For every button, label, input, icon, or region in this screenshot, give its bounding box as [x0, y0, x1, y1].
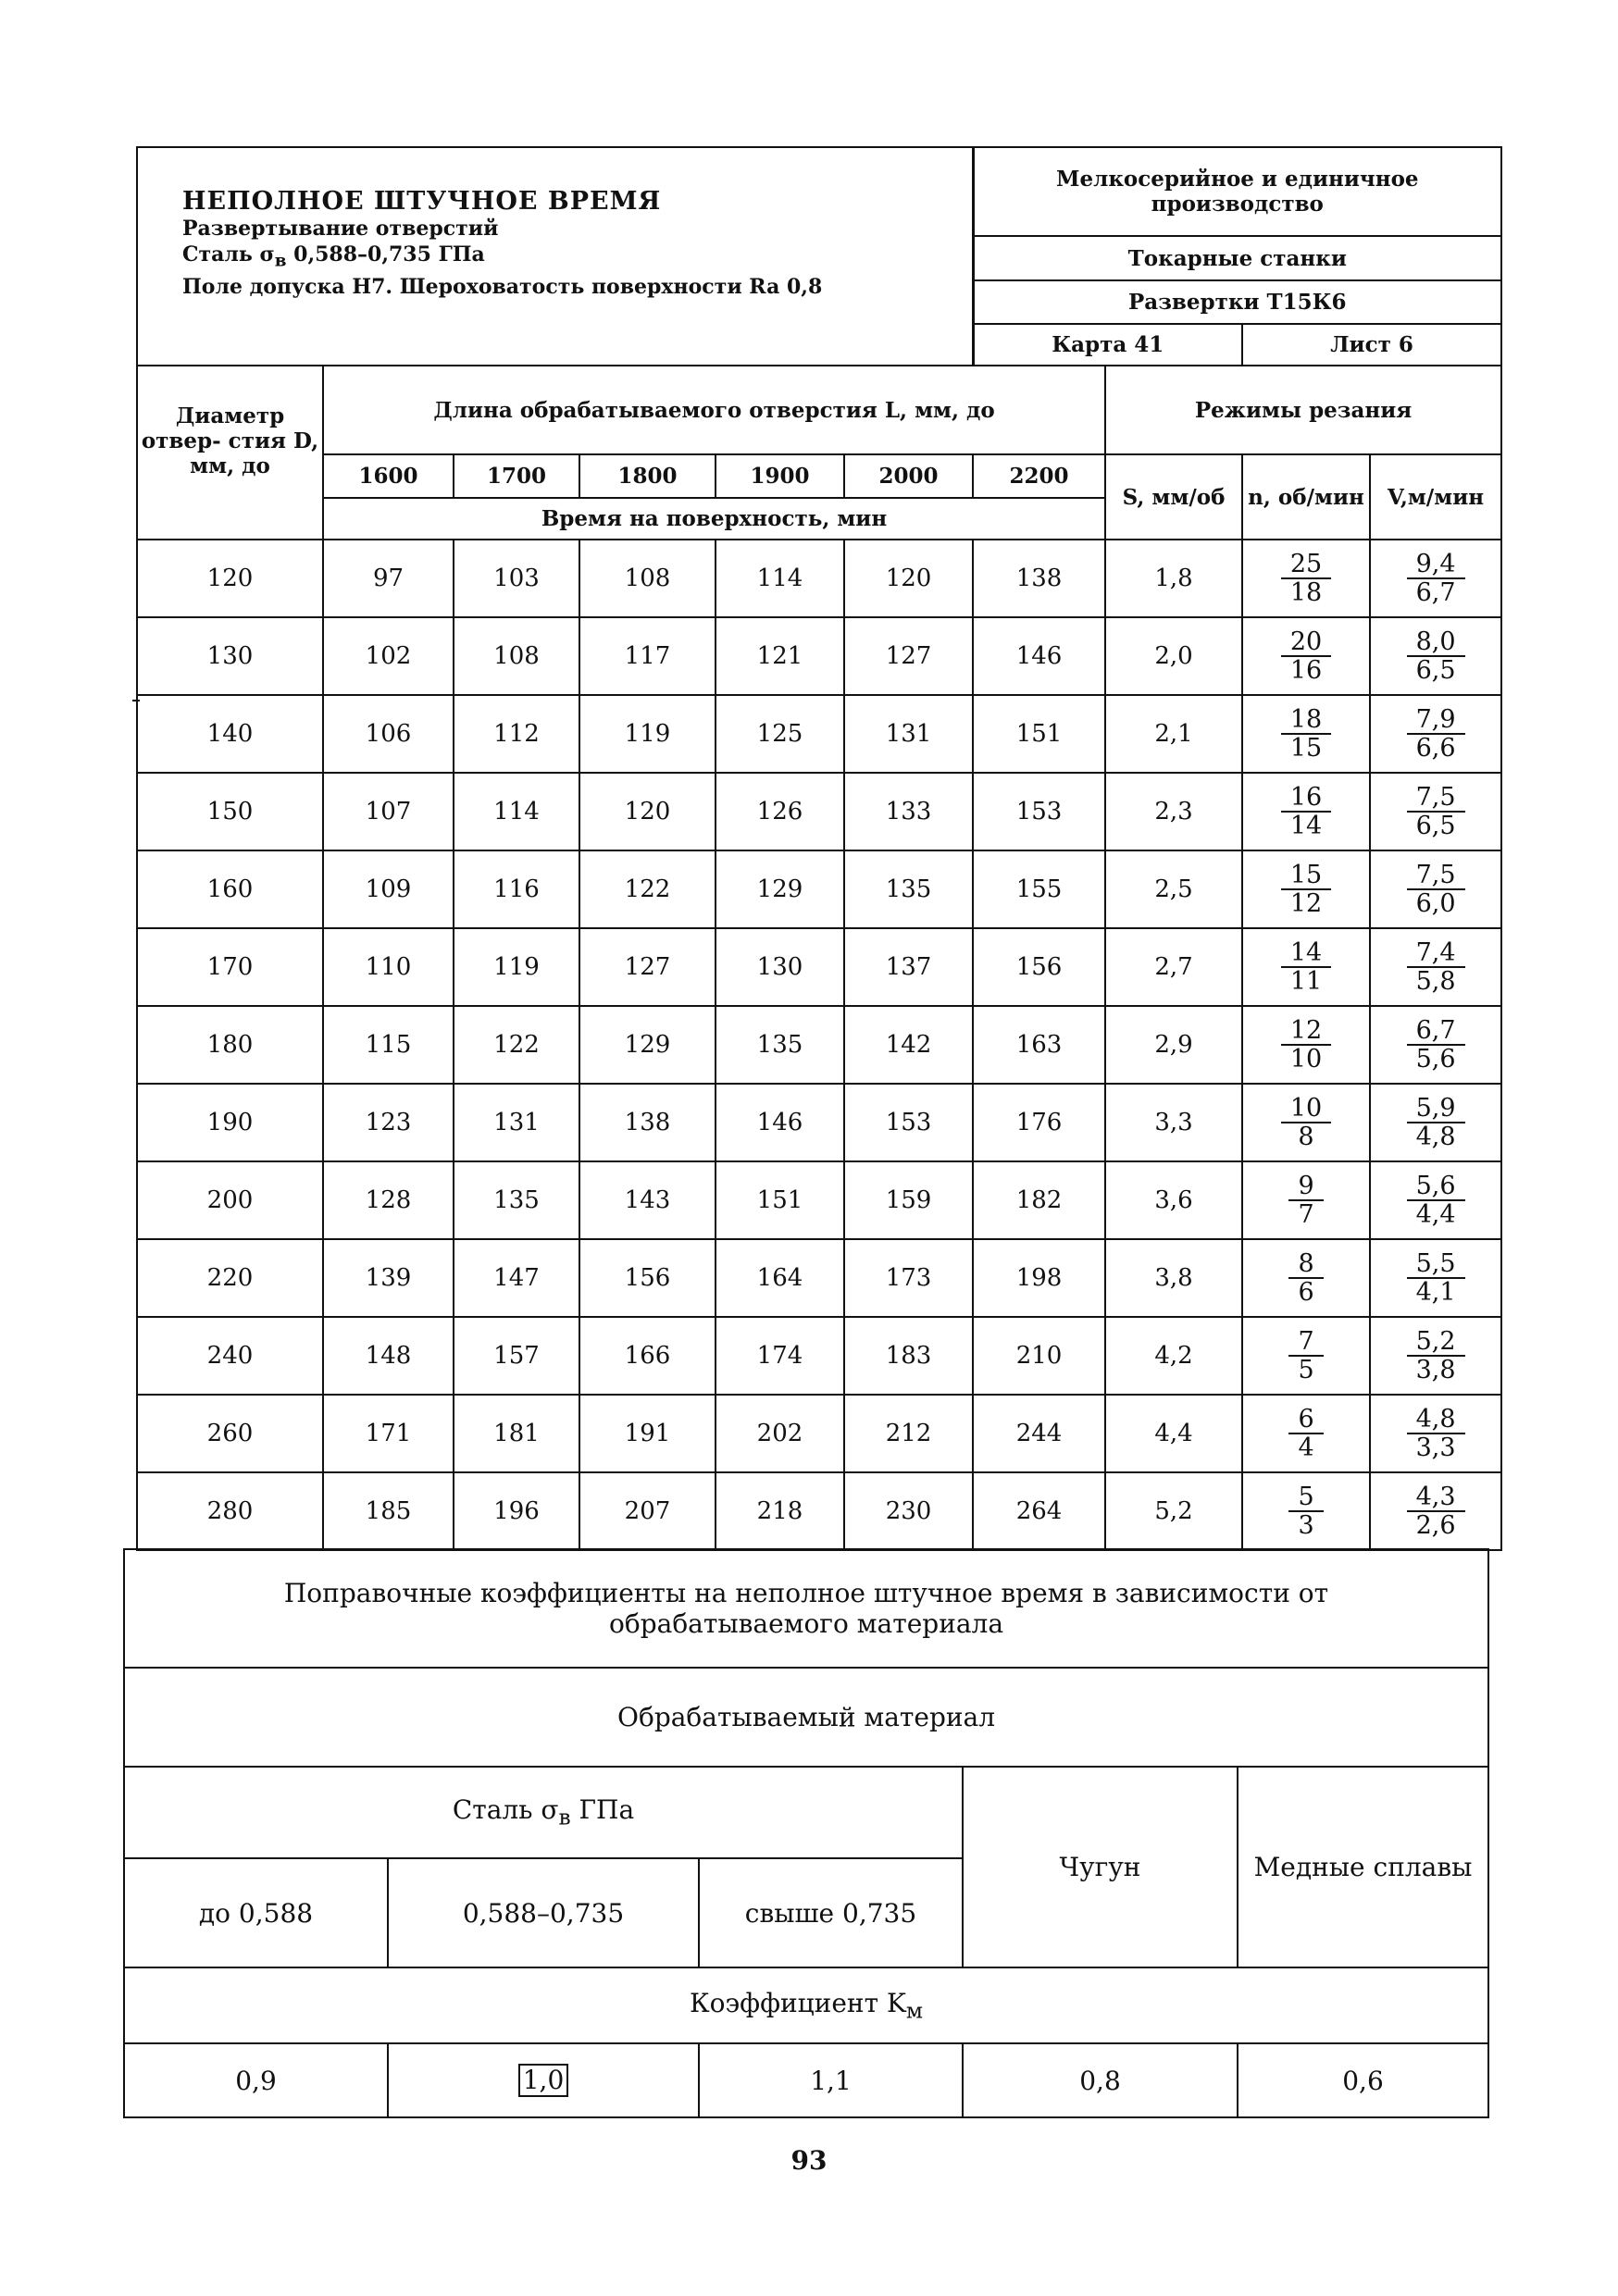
time-cell: 143 [579, 1161, 716, 1239]
rpm-denominator: 7 [1298, 1200, 1314, 1229]
time-cell: 147 [454, 1239, 579, 1317]
speed-denominator: 6,5 [1415, 812, 1456, 840]
speed-denominator: 4,1 [1415, 1278, 1456, 1307]
time-cell: 182 [973, 1161, 1105, 1239]
time-cell: 125 [716, 695, 844, 773]
document-title: НЕПОЛНОЕ ШТУЧНОЕ ВРЕМЯ [182, 187, 662, 216]
time-cell: 128 [323, 1161, 454, 1239]
time-cell: 173 [844, 1239, 973, 1317]
time-cell: 155 [973, 850, 1105, 928]
speed-fraction [1407, 1095, 1465, 1150]
time-cell: 156 [973, 928, 1105, 1006]
time-cell: 120 [579, 773, 716, 850]
length-2000: 2000 [844, 454, 973, 498]
speed-fraction [1407, 1017, 1465, 1073]
time-cell: 191 [579, 1395, 716, 1472]
time-cell: 159 [844, 1161, 973, 1239]
speed-fraction [1407, 551, 1465, 606]
rpm-denominator: 10 [1289, 1045, 1323, 1074]
time-cell: 171 [323, 1395, 454, 1472]
rpm-numerator: 12 [1281, 1017, 1331, 1046]
cast-iron-header: Чугун [963, 1767, 1238, 1967]
feed-cell: 5,2 [1105, 1472, 1242, 1550]
rpm-cell [1242, 1395, 1370, 1472]
table-row [137, 617, 1501, 695]
table-row [137, 1395, 1501, 1472]
speed-cell [1370, 1161, 1501, 1239]
speed-numerator: 5,5 [1407, 1250, 1465, 1279]
time-cell: 119 [579, 695, 716, 773]
time-cell: 138 [973, 540, 1105, 617]
rpm-denominator: 15 [1289, 734, 1323, 763]
rpm-denominator: 18 [1289, 578, 1323, 607]
time-cell: 135 [454, 1161, 579, 1239]
material-line [182, 242, 972, 274]
coef-steel-low: 0,9 [124, 2043, 388, 2117]
sheet-number: Лист 6 [1242, 324, 1501, 366]
coef-copper: 0,6 [1238, 2043, 1488, 2117]
time-cell: 131 [454, 1084, 579, 1161]
feed-cell: 3,6 [1105, 1161, 1242, 1239]
time-cell: 135 [844, 850, 973, 928]
time-cell: 112 [454, 695, 579, 773]
rpm-numerator: 14 [1281, 939, 1331, 968]
speed-denominator: 4,4 [1415, 1200, 1456, 1229]
speed-fraction [1407, 939, 1465, 995]
rpm-numerator: 15 [1281, 862, 1331, 890]
material-value: 0,588–0,735 ГПа [286, 242, 485, 267]
time-cell: 97 [323, 540, 454, 617]
feed-cell: 2,9 [1105, 1006, 1242, 1084]
time-cell: 185 [323, 1472, 454, 1550]
speed-numerator: 7,9 [1407, 706, 1465, 735]
rpm-denominator: 4 [1298, 1433, 1314, 1462]
diameter-header: Диаметр отвер- стия D, мм, до [137, 366, 323, 540]
steel-range-mid: 0,588–0,735 [388, 1858, 699, 1967]
time-cell: 210 [973, 1317, 1105, 1395]
time-cell: 117 [579, 617, 716, 695]
time-cell: 130 [716, 928, 844, 1006]
rpm-fraction [1281, 1017, 1331, 1073]
speed-numerator: 8,0 [1407, 628, 1465, 657]
time-header: Время на поверхность, мин [323, 498, 1105, 540]
time-cell: 108 [454, 617, 579, 695]
rpm-denominator: 3 [1298, 1511, 1314, 1540]
rpm-fraction [1288, 1406, 1323, 1461]
time-cell: 142 [844, 1006, 973, 1084]
time-cell: 212 [844, 1395, 973, 1472]
coef-steel-mid-value: 1,0 [518, 2064, 569, 2097]
correction-table [123, 1548, 1489, 2118]
time-cell: 176 [973, 1084, 1105, 1161]
time-cell: 122 [579, 850, 716, 928]
feed-cell: 4,4 [1105, 1395, 1242, 1472]
diameter-cell: 260 [137, 1395, 323, 1472]
speed-numerator: 9,4 [1407, 551, 1465, 579]
time-cell: 156 [579, 1239, 716, 1317]
time-cell: 196 [454, 1472, 579, 1550]
time-cell: 107 [323, 773, 454, 850]
speed-cell [1370, 928, 1501, 1006]
diameter-cell: 120 [137, 540, 323, 617]
speed-fraction [1407, 1483, 1465, 1539]
speed-cell [1370, 1395, 1501, 1472]
rpm-denominator: 5 [1298, 1356, 1314, 1384]
operation-subtitle: Развертывание отверстий [182, 217, 499, 241]
rpm-cell [1242, 850, 1370, 928]
rpm-numerator: 5 [1288, 1483, 1323, 1512]
time-cell: 163 [973, 1006, 1105, 1084]
rpm-numerator: 7 [1288, 1328, 1323, 1357]
speed-numerator: 7,5 [1407, 784, 1465, 813]
length-1800: 1800 [579, 454, 716, 498]
speed-cell [1370, 773, 1501, 850]
table-row [137, 1161, 1501, 1239]
rpm-numerator: 10 [1281, 1095, 1331, 1123]
time-cell: 120 [844, 540, 973, 617]
material-prefix: Сталь σ [182, 242, 275, 267]
speed-fraction [1407, 1173, 1465, 1228]
time-cell: 129 [716, 850, 844, 928]
copper-alloys-header: Медные сплавы [1238, 1767, 1488, 1967]
table-row [137, 1239, 1501, 1317]
speed-denominator: 6,6 [1415, 734, 1456, 763]
length-1600: 1600 [323, 454, 454, 498]
material-header: Обрабатываемый материал [124, 1668, 1488, 1767]
tool-type: Развертки Т15К6 [973, 280, 1501, 324]
speed-numerator: 5,2 [1407, 1328, 1465, 1357]
speed-numerator: 5,9 [1407, 1095, 1465, 1123]
diameter-cell: 200 [137, 1161, 323, 1239]
time-cell: 122 [454, 1006, 579, 1084]
time-cell: 157 [454, 1317, 579, 1395]
speed-fraction [1407, 862, 1465, 917]
speed-cell [1370, 695, 1501, 773]
rpm-numerator: 8 [1288, 1250, 1323, 1279]
time-cell: 114 [454, 773, 579, 850]
time-cell: 202 [716, 1395, 844, 1472]
time-cell: 123 [323, 1084, 454, 1161]
time-cell: 103 [454, 540, 579, 617]
steel-suffix: ГПа [570, 1794, 635, 1826]
table-row [137, 695, 1501, 773]
time-cell: 119 [454, 928, 579, 1006]
diameter-cell: 140 [137, 695, 323, 773]
rpm-fraction [1281, 862, 1331, 917]
data-rows [137, 540, 1501, 1550]
time-cell: 164 [716, 1239, 844, 1317]
feed-cell: 2,1 [1105, 695, 1242, 773]
rpm-numerator: 18 [1281, 706, 1331, 735]
speed-cell [1370, 617, 1501, 695]
rpm-fraction [1288, 1483, 1323, 1539]
speed-numerator: 4,3 [1407, 1483, 1465, 1512]
feed-header: S, мм/об [1105, 454, 1242, 540]
time-cell: 198 [973, 1239, 1105, 1317]
speed-denominator: 3,3 [1415, 1433, 1456, 1462]
time-cell: 115 [323, 1006, 454, 1084]
diameter-cell: 130 [137, 617, 323, 695]
rpm-denominator: 14 [1289, 812, 1323, 840]
time-cell: 109 [323, 850, 454, 928]
rpm-cell [1242, 1006, 1370, 1084]
diameter-cell: 280 [137, 1472, 323, 1550]
speed-fraction [1407, 1406, 1465, 1461]
time-cell: 110 [323, 928, 454, 1006]
steel-header [124, 1767, 963, 1858]
speed-cell [1370, 1084, 1501, 1161]
rpm-cell [1242, 1239, 1370, 1317]
time-cell: 174 [716, 1317, 844, 1395]
speed-cell [1370, 1006, 1501, 1084]
time-cell: 114 [716, 540, 844, 617]
machine-type: Токарные станки [973, 236, 1501, 280]
time-cell: 264 [973, 1472, 1105, 1550]
coef-steel-mid [388, 2043, 699, 2117]
speed-cell [1370, 1239, 1501, 1317]
speed-cell [1370, 1317, 1501, 1395]
time-cell: 166 [579, 1317, 716, 1395]
rpm-numerator: 25 [1281, 551, 1331, 579]
feed-cell: 2,7 [1105, 928, 1242, 1006]
coef-cast-iron: 0,8 [963, 2043, 1238, 2117]
rpm-cell [1242, 773, 1370, 850]
time-cell: 151 [716, 1161, 844, 1239]
rpm-denominator: 12 [1289, 889, 1323, 918]
time-cell: 244 [973, 1395, 1105, 1472]
time-cell: 135 [716, 1006, 844, 1084]
time-cell: 230 [844, 1472, 973, 1550]
rpm-cell [1242, 617, 1370, 695]
speed-denominator: 6,0 [1415, 889, 1456, 918]
rpm-cell [1242, 1472, 1370, 1550]
time-cell: 106 [323, 695, 454, 773]
speed-denominator: 2,6 [1415, 1511, 1456, 1540]
table-row [137, 1084, 1501, 1161]
table-row [137, 1317, 1501, 1395]
header-block [137, 147, 973, 366]
steel-prefix: Сталь σ [452, 1794, 559, 1826]
speed-cell [1370, 1472, 1501, 1550]
time-cell: 181 [454, 1395, 579, 1472]
steel-subscript: в [558, 1804, 571, 1831]
speed-denominator: 6,7 [1415, 578, 1456, 607]
rpm-fraction [1288, 1328, 1323, 1384]
feed-cell: 2,5 [1105, 850, 1242, 928]
length-header: Длина обрабатываемого отверстия L, мм, до [323, 366, 1105, 454]
speed-fraction [1407, 706, 1465, 762]
rpm-numerator: 20 [1281, 628, 1331, 657]
diameter-cell: 180 [137, 1006, 323, 1084]
rpm-cell [1242, 1161, 1370, 1239]
speed-fraction [1407, 1328, 1465, 1384]
time-cell: 153 [844, 1084, 973, 1161]
time-cell: 151 [973, 695, 1105, 773]
rpm-fraction [1281, 551, 1331, 606]
rpm-cell [1242, 540, 1370, 617]
rpm-fraction [1288, 1250, 1323, 1306]
table-row [137, 540, 1501, 617]
time-cell: 126 [716, 773, 844, 850]
table-row [137, 928, 1501, 1006]
speed-denominator: 3,8 [1415, 1356, 1456, 1384]
feed-cell: 3,3 [1105, 1084, 1242, 1161]
feed-cell: 2,3 [1105, 773, 1242, 850]
table-row [137, 850, 1501, 928]
speed-numerator: 7,5 [1407, 862, 1465, 890]
table-row [137, 773, 1501, 850]
diameter-cell: 220 [137, 1239, 323, 1317]
production-type: Мелкосерийное и единичное производство [973, 147, 1501, 236]
speed-denominator: 5,8 [1415, 967, 1456, 996]
rpm-header: n, об/мин [1242, 454, 1370, 540]
time-cell: 146 [973, 617, 1105, 695]
time-cell: 218 [716, 1472, 844, 1550]
speed-denominator: 6,5 [1415, 656, 1456, 685]
speed-cell [1370, 850, 1501, 928]
feed-cell: 3,8 [1105, 1239, 1242, 1317]
correction-title: Поправочные коэффициенты на неполное штучное время в зависимости от обрабатываемого материала [124, 1549, 1488, 1668]
rpm-cell [1242, 1084, 1370, 1161]
speed-denominator: 5,6 [1415, 1045, 1456, 1074]
time-cell: 207 [579, 1472, 716, 1550]
time-cell: 148 [323, 1317, 454, 1395]
length-2200: 2200 [973, 454, 1105, 498]
rpm-denominator: 16 [1289, 656, 1323, 685]
rpm-denominator: 11 [1289, 967, 1323, 996]
speed-fraction [1407, 1250, 1465, 1306]
time-cell: 139 [323, 1239, 454, 1317]
table-row [137, 1006, 1501, 1084]
length-1700: 1700 [454, 454, 579, 498]
page-number: 93 [790, 2145, 828, 2176]
time-cell: 137 [844, 928, 973, 1006]
rpm-cell [1242, 695, 1370, 773]
time-cell: 153 [973, 773, 1105, 850]
speed-header: V,м/мин [1370, 454, 1501, 540]
rpm-fraction [1281, 784, 1331, 839]
time-cell: 121 [716, 617, 844, 695]
coef-subscript: м [905, 1997, 924, 2024]
speed-denominator: 4,8 [1415, 1123, 1456, 1151]
rpm-denominator: 8 [1298, 1123, 1314, 1151]
feed-cell: 2,0 [1105, 617, 1242, 695]
length-1900: 1900 [716, 454, 844, 498]
time-cell: 129 [579, 1006, 716, 1084]
cutting-modes-header: Режимы резания [1105, 366, 1501, 454]
time-cell: 127 [844, 617, 973, 695]
material-subscript: в [274, 251, 287, 271]
coef-steel-high: 1,1 [699, 2043, 963, 2117]
coef-prefix: Коэффициент K [689, 1987, 906, 2018]
rpm-fraction [1281, 939, 1331, 995]
rpm-fraction [1281, 628, 1331, 684]
time-cell: 133 [844, 773, 973, 850]
rpm-numerator: 6 [1288, 1406, 1323, 1434]
time-cell: 108 [579, 540, 716, 617]
rpm-fraction [1281, 706, 1331, 762]
steel-range-low: до 0,588 [124, 1858, 388, 1967]
diameter-cell: 170 [137, 928, 323, 1006]
time-cell: 116 [454, 850, 579, 928]
speed-fraction [1407, 628, 1465, 684]
time-cell: 183 [844, 1317, 973, 1395]
steel-range-high: свыше 0,735 [699, 1858, 963, 1967]
card-number: Карта 41 [973, 324, 1242, 366]
coefficient-header [124, 1967, 1488, 2043]
speed-fraction [1407, 784, 1465, 839]
tolerance-line: Поле допуска H7. Шероховатость поверхности Ra 0,8 [182, 275, 823, 300]
diameter-cell: 240 [137, 1317, 323, 1395]
time-cell: 146 [716, 1084, 844, 1161]
time-cell: 127 [579, 928, 716, 1006]
rpm-numerator: 16 [1281, 784, 1331, 813]
time-cell: 138 [579, 1084, 716, 1161]
time-cell: 102 [323, 617, 454, 695]
speed-cell [1370, 540, 1501, 617]
main-norm-table [136, 146, 1502, 1551]
rpm-cell [1242, 928, 1370, 1006]
rpm-denominator: 6 [1298, 1278, 1314, 1307]
rpm-fraction [1281, 1095, 1331, 1150]
diameter-cell: 160 [137, 850, 323, 928]
table-row [137, 1472, 1501, 1550]
speed-numerator: 7,4 [1407, 939, 1465, 968]
diameter-cell: 190 [137, 1084, 323, 1161]
time-cell: 131 [844, 695, 973, 773]
rpm-numerator: 9 [1288, 1173, 1323, 1201]
diameter-cell: 150 [137, 773, 323, 850]
feed-cell: 4,2 [1105, 1317, 1242, 1395]
rpm-cell [1242, 1317, 1370, 1395]
rpm-fraction [1288, 1173, 1323, 1228]
speed-numerator: 5,6 [1407, 1173, 1465, 1201]
speed-numerator: 4,8 [1407, 1406, 1465, 1434]
speed-numerator: 6,7 [1407, 1017, 1465, 1046]
feed-cell: 1,8 [1105, 540, 1242, 617]
